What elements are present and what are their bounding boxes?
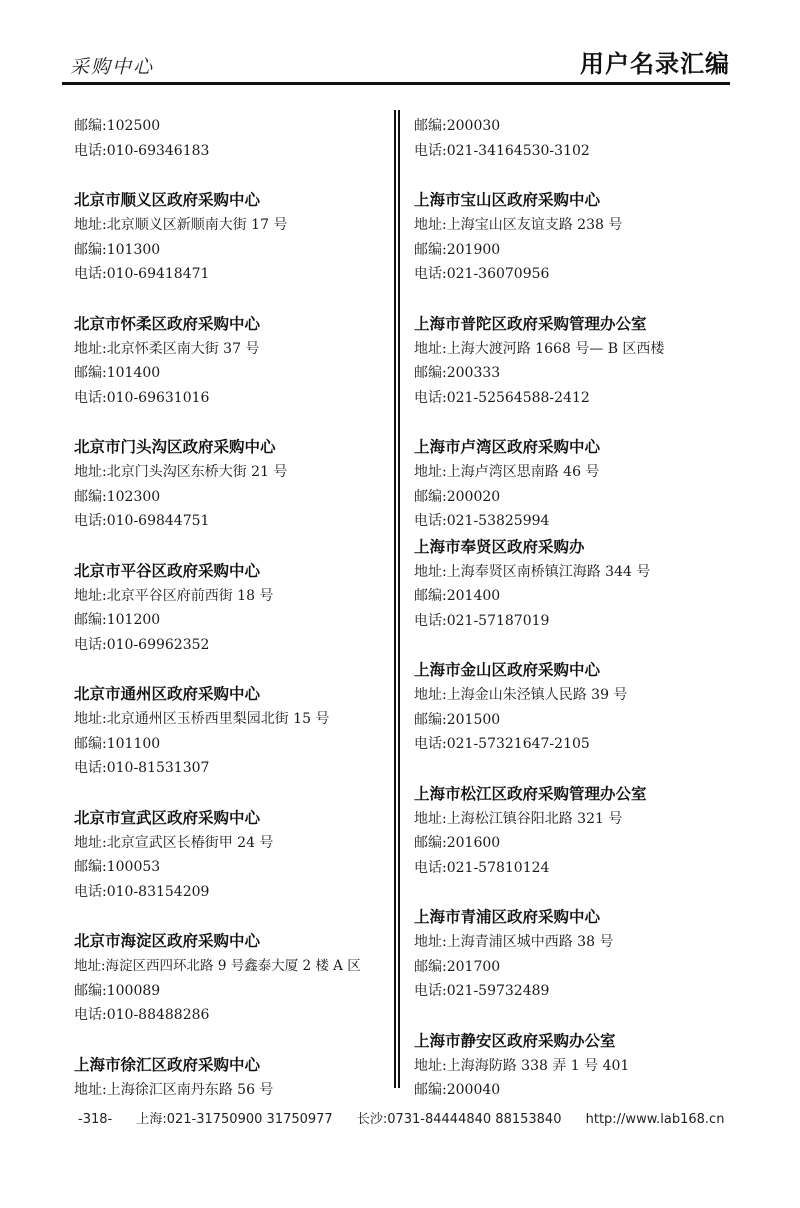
address-line: 地址:上海大渡河路 1668 号— B 区西楼 — [414, 340, 665, 357]
address-line: 地址:北京平谷区府前西街 18 号 — [74, 587, 274, 604]
phone-line: 电话:021-59732489 — [414, 983, 550, 999]
entry-name: 北京市宣武区政府采购中心 — [74, 808, 261, 827]
postcode-line: 邮编:101200 — [74, 612, 161, 628]
phone-line: 电话:021-57321647-2105 — [414, 736, 590, 752]
directory-entry — [414, 434, 734, 534]
postcode-line: 邮编:102500 — [74, 118, 161, 134]
right-column — [414, 114, 734, 1103]
entry-name: 上海市奉贤区政府采购办 — [414, 537, 585, 556]
entry-name: 上海市卢湾区政府采购中心 — [414, 438, 601, 456]
directory-entry — [414, 1028, 734, 1103]
directory-entry — [414, 187, 734, 287]
postcode-line: 邮编:201900 — [414, 241, 501, 258]
directory-entry — [414, 534, 734, 634]
address-line: 地址:北京顺义区新顺南大街 17 号 — [74, 217, 288, 233]
postcode-line: 邮编:201600 — [414, 835, 501, 851]
address-line: 地址:上海青浦区城中西路 38 号 — [414, 934, 614, 950]
phone-line: 电话:021-52564588-2412 — [414, 389, 590, 406]
entry-name: 上海市青浦区政府采购中心 — [414, 908, 601, 926]
directory-entry — [74, 805, 374, 905]
directory-entry — [74, 187, 374, 287]
directory-entry — [414, 657, 734, 757]
directory-entry — [74, 681, 374, 781]
directory-entry — [414, 904, 734, 1004]
phone-line: 电话:010-69631016 — [74, 389, 210, 406]
address-line: 地址:上海海防路 338 弄 1 号 401 — [414, 1057, 630, 1074]
directory-entry — [414, 781, 734, 881]
entry-name: 北京市海淀区政府采购中心 — [74, 932, 261, 950]
page-header — [62, 44, 730, 84]
postcode-line: 邮编:101300 — [74, 241, 161, 258]
postcode-line: 邮编:101400 — [74, 365, 161, 381]
postcode-line: 邮编:102300 — [74, 488, 161, 505]
phone-line: 电话:021-53825994 — [414, 513, 550, 529]
address-line: 地址:上海宝山区友谊支路 238 号 — [414, 217, 623, 233]
postcode-line: 邮编:200333 — [414, 365, 501, 381]
address-line: 地址:上海金山朱泾镇人民路 39 号 — [414, 687, 628, 703]
phone-line: 电话:021-34164530-3102 — [414, 142, 590, 159]
phone-line: 电话:021-36070956 — [414, 266, 550, 282]
entry-name: 北京市通州区政府采购中心 — [74, 685, 261, 703]
page-number: -318- — [78, 1112, 113, 1127]
page-footer — [78, 1108, 728, 1127]
phone-line: 电话:010-88488286 — [74, 1007, 210, 1023]
postcode-line: 邮编:200030 — [414, 118, 501, 134]
entry-name: 上海市松江区政府采购管理办公室 — [414, 784, 647, 803]
address-line: 地址:北京门头沟区东桥大街 21 号 — [74, 464, 288, 480]
postcode-line: 邮编:100089 — [74, 982, 161, 999]
entry-name: 上海市宝山区政府采购中心 — [414, 191, 601, 209]
footer-changsha-phone: 长沙:0731-84444840 88153840 — [356, 1112, 562, 1127]
entry-name: 上海市静安区政府采购办公室 — [414, 1031, 616, 1050]
phone-line: 电话:010-69962352 — [74, 636, 210, 653]
directory-entry — [74, 114, 374, 163]
header-rule — [62, 82, 730, 85]
header-book-title: 用户名录汇编 — [580, 50, 730, 78]
directory-entry — [414, 114, 734, 163]
phone-line: 电话:021-57810124 — [414, 859, 550, 876]
footer-shanghai-phone: 上海:021-31750900 31750977 — [136, 1112, 333, 1127]
address-line: 地址:上海奉贤区南桥镇江海路 344 号 — [414, 563, 651, 580]
address-line: 地址:上海徐汇区南丹东路 56 号 — [74, 1081, 274, 1098]
phone-line: 电话:010-69844751 — [74, 513, 210, 529]
header-section-title: 采购中心 — [70, 56, 155, 78]
address-line: 地址:上海卢湾区思南路 46 号 — [414, 464, 600, 480]
phone-line: 电话:010-69418471 — [74, 266, 210, 282]
entry-name: 北京市门头沟区政府采购中心 — [74, 438, 276, 456]
postcode-line: 邮编:201700 — [414, 958, 501, 975]
postcode-line: 邮编:200020 — [414, 488, 501, 505]
directory-entry — [414, 311, 734, 411]
address-line: 地址:上海松江镇谷阳北路 321 号 — [414, 810, 623, 827]
phone-line: 电话:010-69346183 — [74, 142, 210, 159]
directory-entry — [74, 311, 374, 411]
postcode-line: 邮编:101100 — [74, 735, 161, 752]
postcode-line: 邮编:100053 — [74, 859, 161, 875]
footer-url: http://www.lab168.cn — [585, 1112, 725, 1127]
address-line: 地址:北京宣武区长椿街甲 24 号 — [74, 834, 274, 851]
entry-name: 上海市徐汇区政府采购中心 — [74, 1055, 261, 1074]
directory-entry — [74, 434, 374, 534]
entry-name: 北京市怀柔区政府采购中心 — [74, 314, 261, 333]
phone-line: 电话:021-57187019 — [414, 612, 550, 629]
phone-line: 电话:010-81531307 — [74, 760, 210, 776]
entry-name: 北京市平谷区政府采购中心 — [74, 561, 261, 580]
column-divider — [394, 110, 400, 1088]
phone-line: 电话:010-83154209 — [74, 883, 210, 900]
entry-name: 上海市普陀区政府采购管理办公室 — [414, 314, 647, 333]
address-line: 地址:海淀区西四环北路 9 号鑫泰大厦 2 楼 A 区 — [74, 958, 361, 974]
entry-name: 上海市金山区政府采购中心 — [414, 661, 601, 679]
directory-entry — [74, 558, 374, 658]
postcode-line: 邮编:200040 — [414, 1082, 501, 1098]
postcode-line: 邮编:201400 — [414, 588, 501, 604]
directory-entry — [74, 928, 374, 1028]
address-line: 地址:北京通州区玉桥西里梨园北街 15 号 — [74, 711, 330, 727]
left-column — [74, 114, 374, 1102]
directory-entry — [74, 1052, 374, 1103]
entry-name: 北京市顺义区政府采购中心 — [74, 191, 261, 209]
postcode-line: 邮编:201500 — [414, 711, 501, 728]
address-line: 地址:北京怀柔区南大街 37 号 — [74, 340, 260, 357]
